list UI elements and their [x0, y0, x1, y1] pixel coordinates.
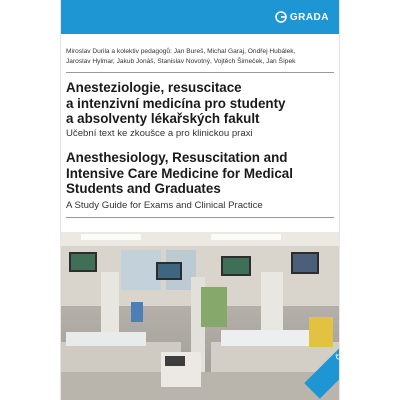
- authors-line: Jaroslav Hylmar, Jakub Jonáš, Stanislav Novotný, Vojtěch Šimeček, Jan Šípek: [66, 58, 296, 65]
- cover-photo-icu: [61, 232, 339, 400]
- title-line: a absolventy lékařských fakult: [66, 111, 260, 126]
- subtitle-czech: Učební text ke zkoušce a pro klinickou praxi: [66, 128, 253, 139]
- title-line: Anesthesiology, Resuscitation and: [66, 150, 288, 165]
- authors-line: Miroslav Durila a kolektiv pedagogů: Jan Bureš, Michal Garaj, Ondřej Hubálek,: [66, 48, 296, 55]
- title-czech: [66, 80, 336, 127]
- publisher-name: GRADA: [289, 11, 329, 23]
- title-line: Anesteziologie, resuscitace: [66, 80, 242, 95]
- grada-mark-icon: [275, 11, 287, 23]
- publisher-logo: [275, 11, 329, 23]
- subtitle-english: A Study Guide for Exams and Clinical Practice: [66, 200, 263, 211]
- icu-scene-illustration: [61, 232, 339, 400]
- publisher-band: [61, 0, 339, 34]
- title-line: Intensive Care Medicine for Medical: [66, 165, 293, 181]
- title-english: [66, 150, 336, 197]
- divider: [66, 217, 334, 218]
- divider: [66, 72, 334, 73]
- title-line: a intenzivní medicína pro studenty: [66, 95, 286, 111]
- book-cover: [61, 0, 339, 400]
- title-line: Students and Graduates: [66, 181, 221, 196]
- authors-block: [66, 47, 334, 67]
